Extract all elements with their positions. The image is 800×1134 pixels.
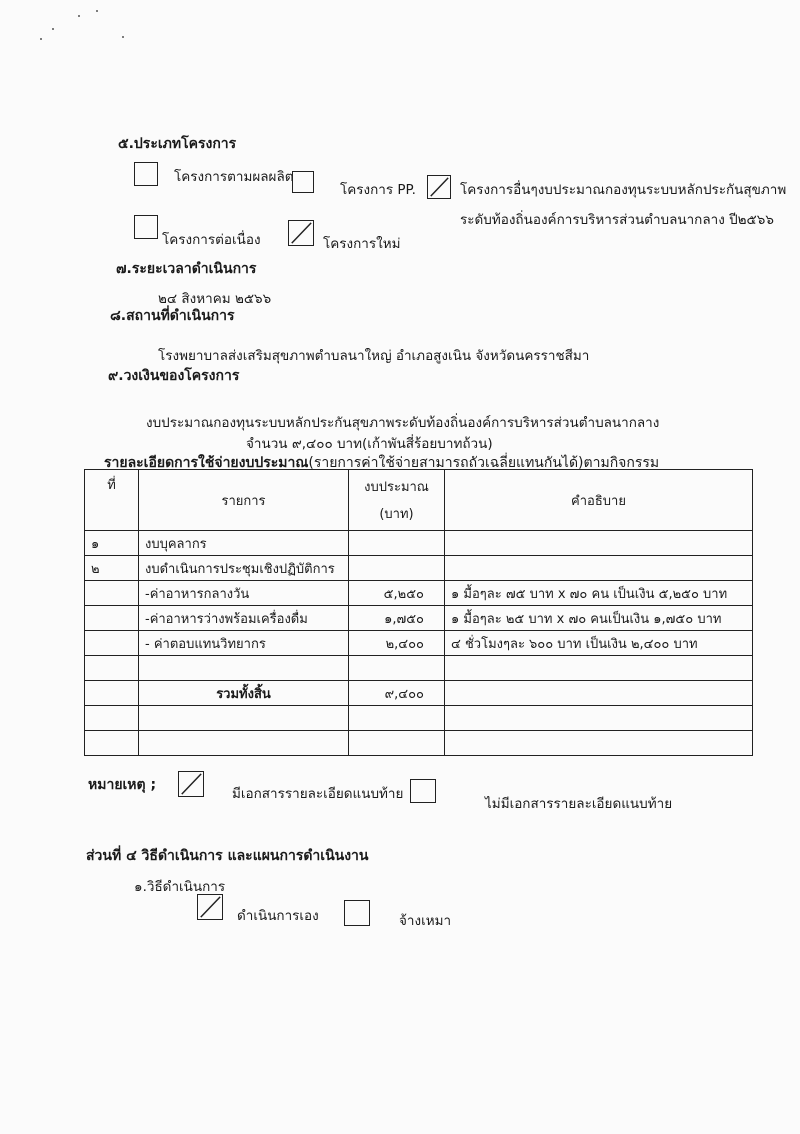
table-row xyxy=(85,631,753,656)
cell-item: งบบุคลากร xyxy=(139,531,349,556)
part4-heading: ส่วนที่ ๔ วิธีดำเนินการ และแผนการดำเนินงาน xyxy=(86,848,369,864)
table-row xyxy=(85,656,753,681)
check-slash-icon xyxy=(428,176,450,198)
cell-desc xyxy=(445,731,753,756)
cell-amount xyxy=(349,556,445,581)
cell-no xyxy=(85,706,139,731)
location-value: โรงพยาบาลส่งเสริมสุขภาพตำบลนาใหญ่ อำเภอสูงเนิน จังหวัดนครราชสีมา xyxy=(158,348,590,364)
cell-desc xyxy=(445,556,753,581)
budget-source-line1: งบประมาณกองทุนระบบหลักประกันสุขภาพระดับท้องถิ่นองค์การบริหารส่วนตำบลนากลาง xyxy=(146,415,660,431)
budget-source-line2: จำนวน ๙,๔๐๐ บาท(เก้าพันสี่ร้อยบาทถ้วน) xyxy=(246,436,493,452)
cell-no xyxy=(85,631,139,656)
cell-amount xyxy=(349,531,445,556)
label-self-operate: ดำเนินการเอง xyxy=(237,908,319,924)
duration-value: ๒๔ สิงหาคม ๒๕๖๖ xyxy=(158,291,272,307)
cell-desc: ๑ มื้อๆละ ๗๕ บาท x ๗๐ คน เป็นเงิน ๕,๒๕๐ บาท xyxy=(445,581,753,606)
checkbox-pp[interactable] xyxy=(292,171,314,193)
cell-item xyxy=(139,706,349,731)
check-slash-icon xyxy=(179,772,203,796)
section8-heading: ๘.สถานที่ดำเนินการ xyxy=(110,308,235,324)
cell-no xyxy=(85,656,139,681)
check-slash-icon xyxy=(198,895,222,919)
cell-amount: ๑,๗๕๐ xyxy=(349,606,445,631)
remark-label: หมายเหตุ ; xyxy=(88,777,157,793)
checkbox-continuing[interactable] xyxy=(134,215,158,239)
checkbox-self-checked[interactable] xyxy=(197,894,223,920)
table-header-row xyxy=(85,470,753,531)
cell-item xyxy=(139,731,349,756)
cell-amount: ๕,๒๕๐ xyxy=(349,581,445,606)
cell-no xyxy=(85,731,139,756)
total-value: ๙,๔๐๐ xyxy=(349,681,445,706)
label-pp-project: โครงการ PP. xyxy=(340,182,416,198)
section5-heading: ๕.ประเภทโครงการ xyxy=(118,136,237,152)
section7-heading: ๗.ระยะเวลาดำเนินการ xyxy=(116,261,257,277)
cell-no xyxy=(85,581,139,606)
cell-no xyxy=(85,606,139,631)
label-output-project: โครงการตามผลผลิต xyxy=(174,169,294,185)
label-contract: จ้างเหมา xyxy=(399,913,452,929)
cell-amount xyxy=(349,656,445,681)
cell-amount xyxy=(349,706,445,731)
table-row xyxy=(85,606,753,631)
label-other-line2: ระดับท้องถิ่นองค์การบริหารส่วนตำบลนากลาง ปี๒๕๖๖ xyxy=(460,212,774,228)
label-new: โครงการใหม่ xyxy=(323,236,401,252)
scan-speck xyxy=(40,38,42,40)
cell-item: งบดำเนินการประชุมเชิงปฏิบัติการ xyxy=(139,556,349,581)
cell-no: ๑ xyxy=(85,531,139,556)
checkbox-attached-checked[interactable] xyxy=(178,771,204,797)
header-amount xyxy=(349,470,445,531)
budget-title-rest: (รายการค่าใช้จ่ายสามารถถัวเฉลี่ยแทนกันได้)ตามกิจกรรม xyxy=(308,455,660,471)
header-no: ที่ xyxy=(85,470,139,531)
cell-amount: ๒,๔๐๐ xyxy=(349,631,445,656)
table-row xyxy=(85,556,753,581)
label-not-attached: ไม่มีเอกสารรายละเอียดแนบท้าย xyxy=(485,796,673,812)
cell-no: ๒ xyxy=(85,556,139,581)
header-desc: คำอธิบาย xyxy=(445,470,753,531)
cell-item: -ค่าอาหารกลางวัน xyxy=(139,581,349,606)
table-row xyxy=(85,531,753,556)
scan-speck xyxy=(122,36,124,38)
cell-item xyxy=(139,656,349,681)
cell-desc xyxy=(445,656,753,681)
checkbox-new-checked[interactable] xyxy=(288,220,314,246)
cell-no xyxy=(85,681,139,706)
section9-heading: ๙.วงเงินของโครงการ xyxy=(108,368,240,384)
cell-desc xyxy=(445,531,753,556)
scan-speck xyxy=(96,10,98,12)
label-continuing: โครงการต่อเนื่อง xyxy=(162,232,261,248)
table-total-row xyxy=(85,681,753,706)
budget-table xyxy=(84,469,753,756)
checkbox-other-checked[interactable] xyxy=(427,175,451,199)
budget-title-bold: รายละเอียดการใช้จ่ายงบประมาณ xyxy=(104,455,309,471)
header-item: รายการ xyxy=(139,470,349,531)
cell-desc xyxy=(445,681,753,706)
scan-speck xyxy=(78,15,80,17)
checkbox-output[interactable] xyxy=(134,162,158,186)
cell-amount xyxy=(349,731,445,756)
header-amount-line1: งบประมาณ xyxy=(364,480,429,495)
table-row xyxy=(85,706,753,731)
part4-subheading: ๑.วิธีดำเนินการ xyxy=(134,879,226,895)
cell-desc: ๔ ชั่วโมงๆละ ๖๐๐ บาท เป็นเงิน ๒,๔๐๐ บาท xyxy=(445,631,753,656)
cell-desc xyxy=(445,706,753,731)
table-row xyxy=(85,581,753,606)
total-label: รวมทั้งสิ้น xyxy=(139,681,349,706)
checkbox-not-attached[interactable] xyxy=(410,779,436,803)
header-amount-line2: (บาท) xyxy=(379,507,414,522)
label-other-line1: โครงการอื่นๆงบประมาณกองทุนระบบหลักประกันสุขภาพ xyxy=(460,182,787,198)
check-slash-icon xyxy=(289,221,313,245)
label-attached: มีเอกสารรายละเอียดแนบท้าย xyxy=(232,786,404,802)
table-row xyxy=(85,731,753,756)
checkbox-contract[interactable] xyxy=(344,900,370,926)
cell-item: -ค่าอาหารว่างพร้อมเครื่องดื่ม xyxy=(139,606,349,631)
scan-speck xyxy=(52,28,54,30)
cell-item: - ค่าตอบแทนวิทยากร xyxy=(139,631,349,656)
cell-desc: ๑ มื้อๆละ ๒๕ บาท x ๗๐ คนเป็นเงิน ๑,๗๕๐ บาท xyxy=(445,606,753,631)
